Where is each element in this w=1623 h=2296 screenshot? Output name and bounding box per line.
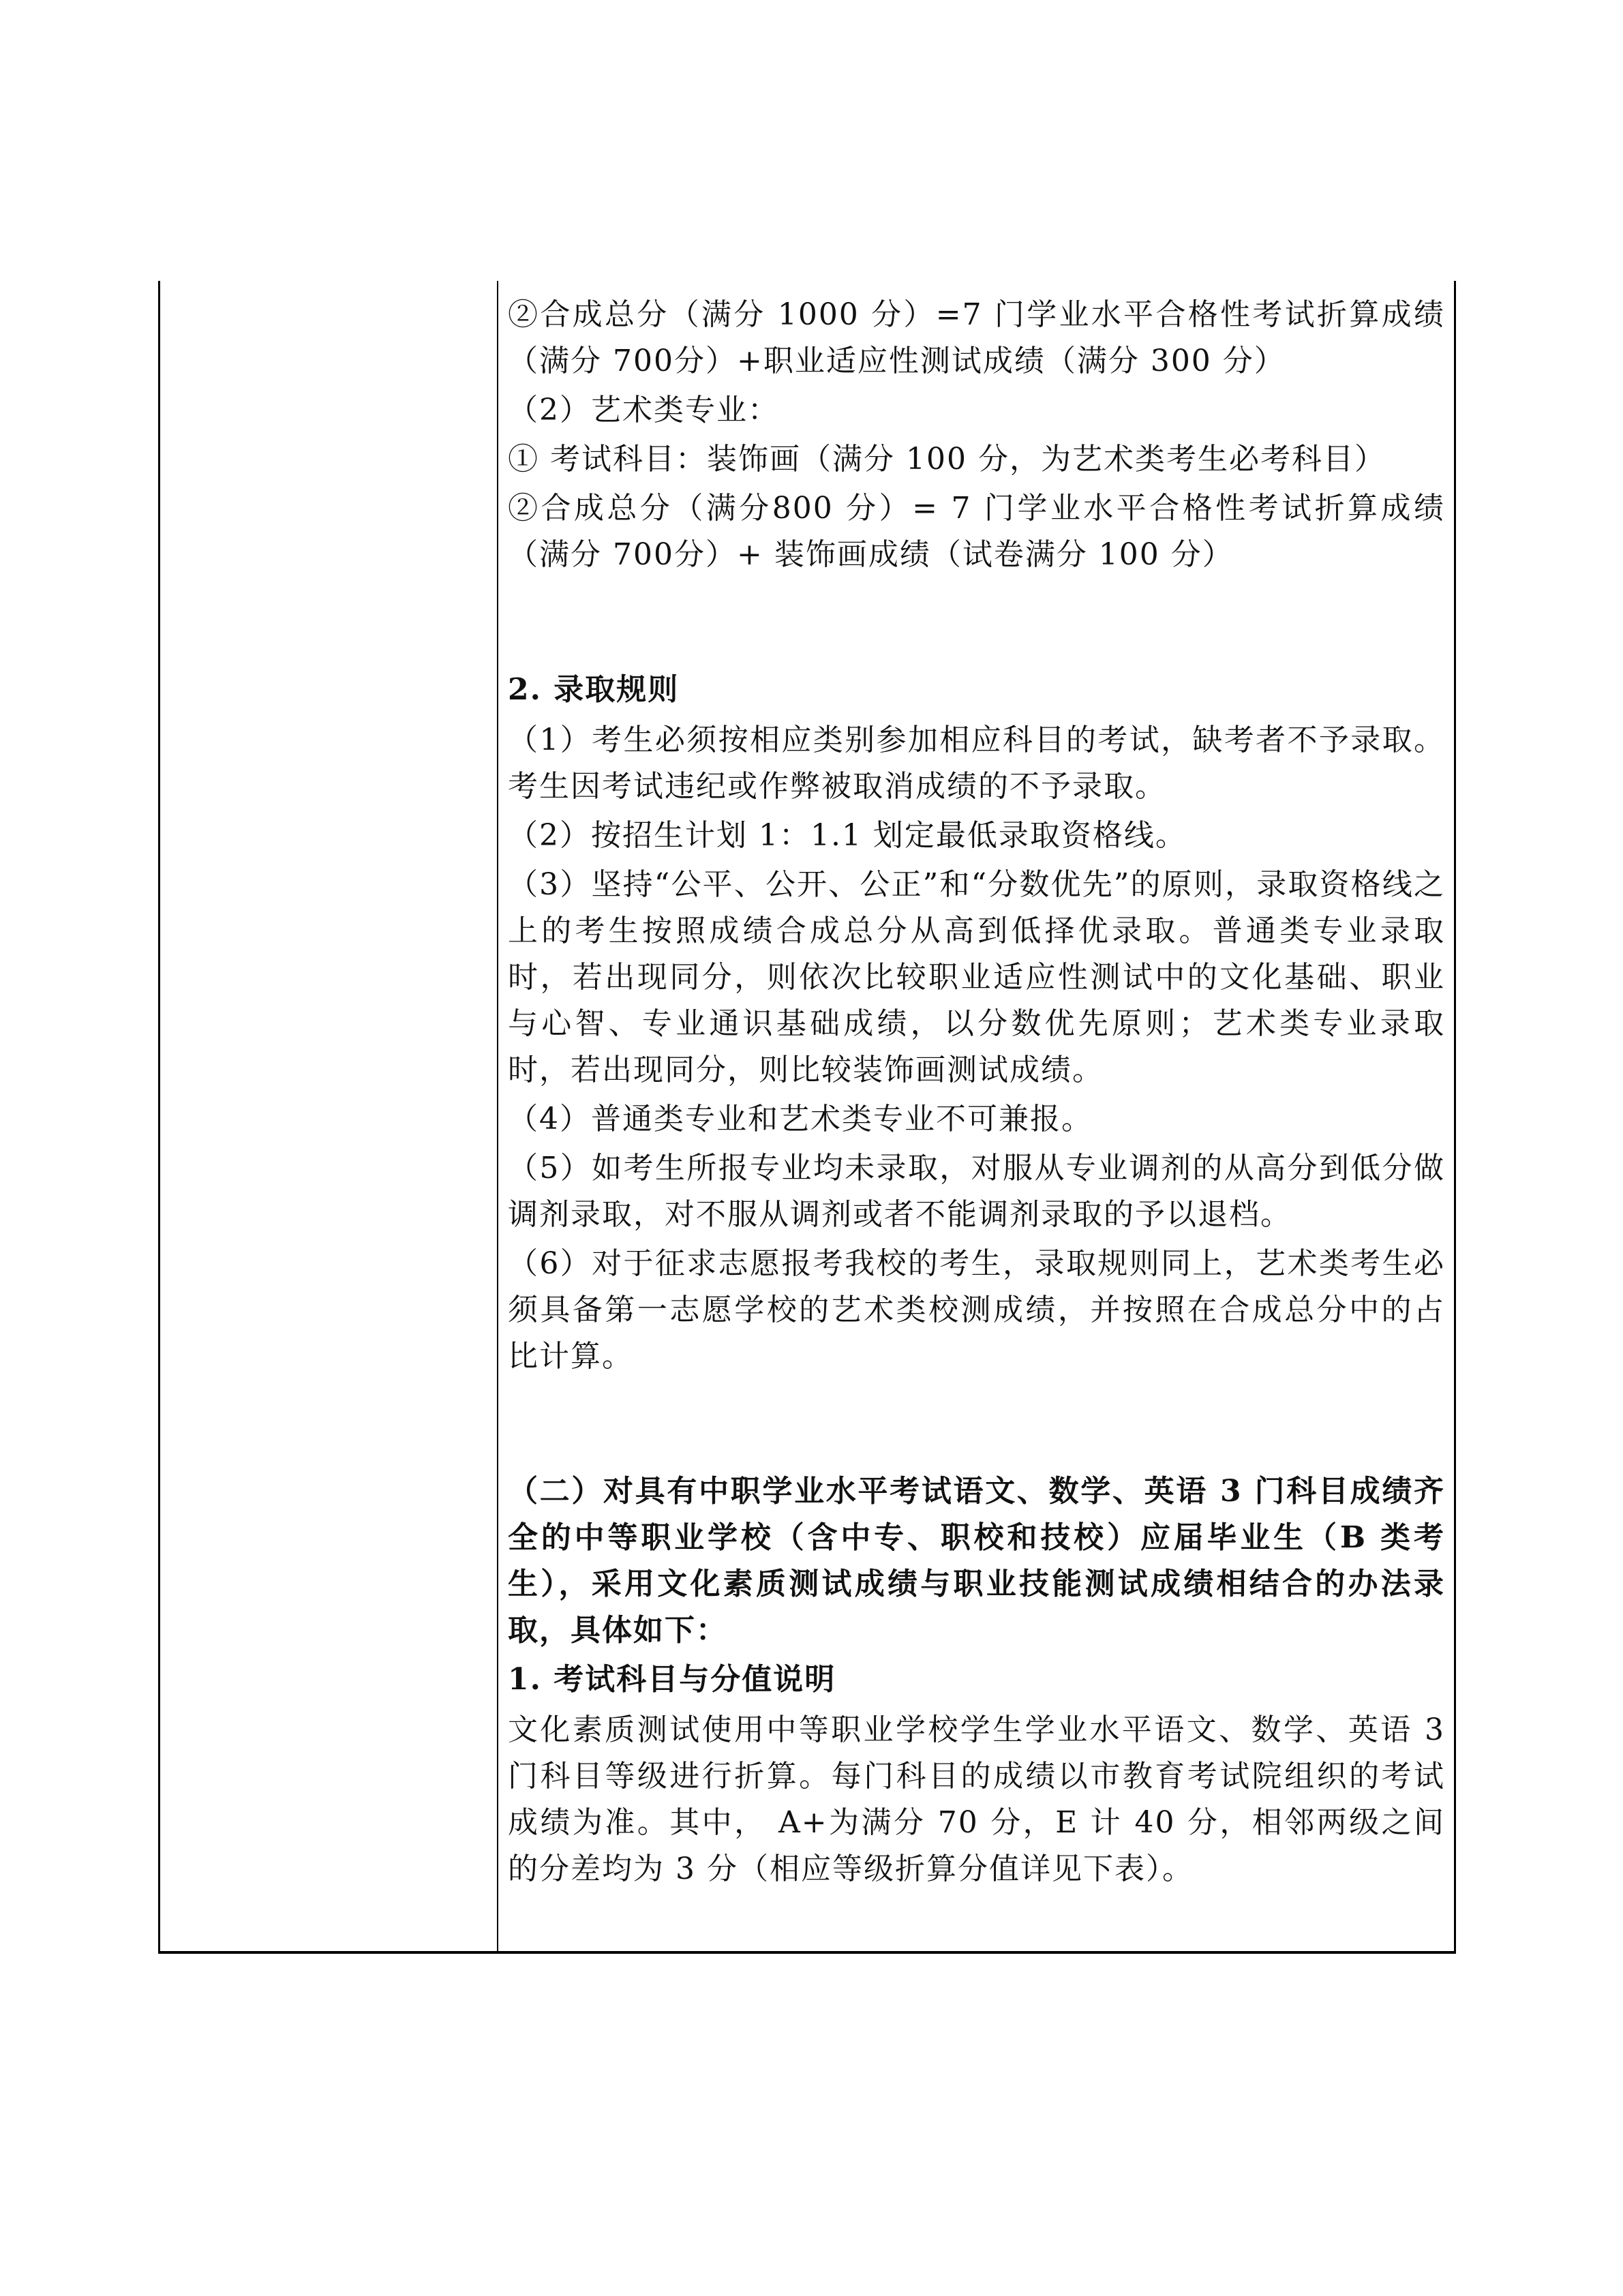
section-b-intro: （二）对具有中职学业水平考试语文、数学、英语 3 门科目成绩齐全的中等职业学校（含中专、职校和技校）应届毕业生（B 类考生），采用文化素质测试成绩与职业技能测试成绩相结合的办法录取，具体如下：	[508, 1474, 1445, 1648]
exam-subjects-heading: 1. 考试科目与分值说明	[508, 1662, 836, 1697]
admission-rule-6: （6）对于征求志愿报考我校的考生，录取规则同上，艺术类考生必须具备第一志愿学校的艺术类校测成绩，并按照在合成总分中的占比计算。	[508, 1246, 1445, 1374]
composite-score-art: ②合成总分（满分800 分）= 7 门学业水平合格性考试折算成绩（满分 700分）+ 装饰画成绩（试卷满分 100 分）	[508, 491, 1445, 572]
column-divider	[497, 281, 498, 1951]
admission-rule-3: （3）坚持“公平、公开、公正”和“分数优先”的原则，录取资格线之上的考生按照成绩合成总分从高到低择优录取。普通类专业录取时，若出现同分，则依次比较职业适应性测试中的文化基础、职业与心智、专业通识基础成绩，以分数优先原则；艺术类专业录取时，若出现同分，则比较装饰画测试成绩。	[508, 867, 1445, 1087]
admission-rules-heading: 2. 录取规则	[508, 672, 680, 707]
spacer	[508, 1383, 1445, 1468]
spacer	[508, 581, 1445, 667]
admission-table	[158, 281, 1456, 1954]
admission-rule-5: （5）如考生所报专业均未录取，对服从专业调剂的从高分到低分做调剂录取，对不服从调剂或者不能调剂录取的予以退档。	[508, 1151, 1445, 1232]
art-exam-subject: ① 考试科目：装饰画（满分 100 分，为艺术类考生必考科目）	[508, 442, 1386, 477]
admission-rule-2: （2）按招生计划 1：1.1 划定最低录取资格线。	[508, 818, 1187, 853]
admission-rule-1: （1）考生必须按相应类别参加相应科目的考试，缺考者不予录取。考生因考试违纪或作弊被取消成绩的不予录取。	[508, 723, 1445, 804]
table-content-cell	[508, 292, 1445, 1895]
admission-rule-4: （4）普通类专业和艺术类专业不可兼报。	[508, 1102, 1093, 1136]
art-major-header: （2）艺术类专业：	[508, 393, 779, 427]
cultural-test-description: 文化素质测试使用中等职业学校学生学业水平语文、数学、英语 3 门科目等级进行折算。每门科目的成绩以市教育考试院组织的考试成绩为准。其中， A+为满分 70 分，E 计 40 分，相邻两级之间的分差均为 3 分（相应等级折算分值详见下表）。	[508, 1712, 1445, 1886]
composite-score-regular: ②合成总分（满分 1000 分）=7 门学业水平合格性考试折算成绩（满分 700分）+职业适应性测试成绩（满分 300 分）	[508, 297, 1445, 378]
